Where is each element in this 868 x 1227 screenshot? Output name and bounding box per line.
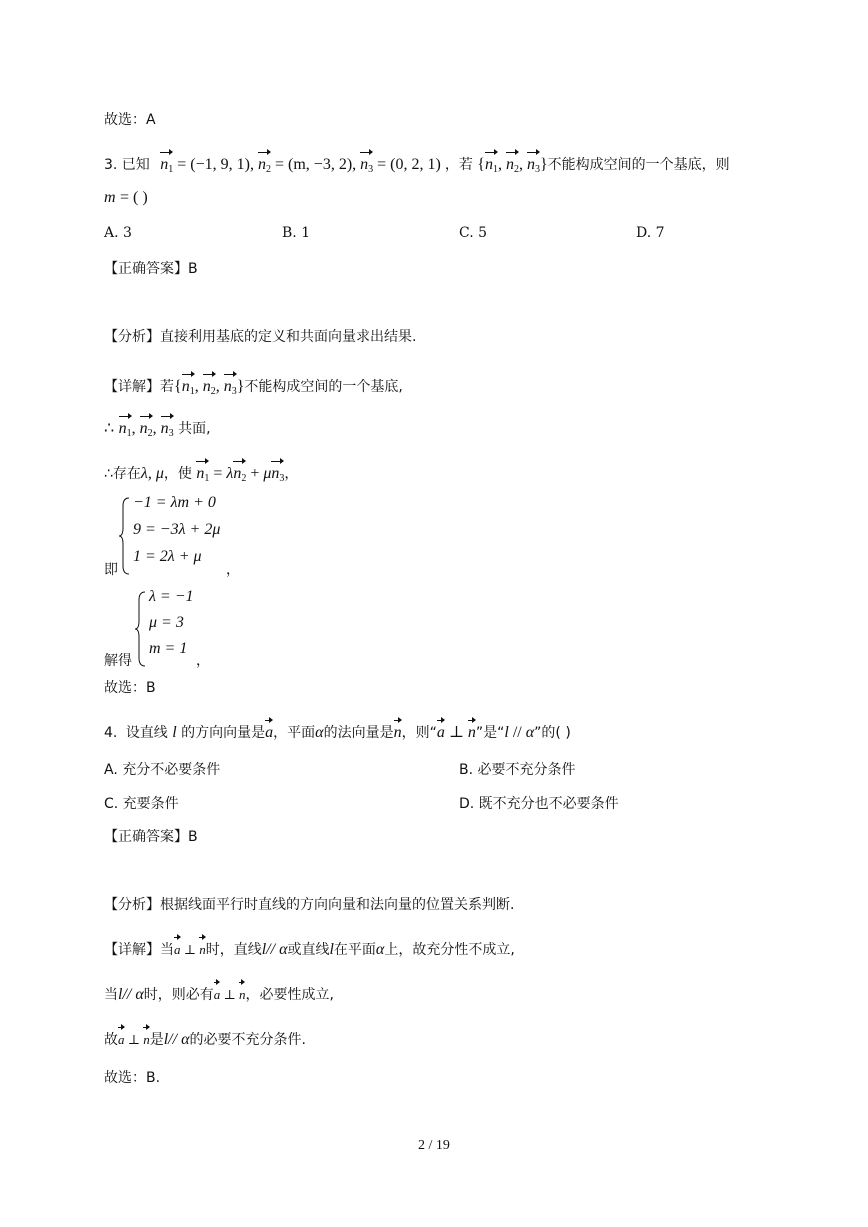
q4-text5: ，则“	[401, 725, 437, 741]
left-brace-icon	[135, 590, 147, 668]
system1-eq2: 9 = −3λ + 2μ	[133, 521, 221, 538]
question-4-stem: 4. 设直线 l 的方向向量是a，平面α的法向量是n，则“a ⊥ n”是“l // α”的( )	[104, 724, 571, 741]
q4-option-d: D. 既不充分也不必要条件	[459, 796, 619, 812]
system2-eq1: λ = −1	[149, 588, 194, 605]
q4-option-b: B. 必要不充分条件	[459, 762, 576, 778]
q4-detail-line2: 当l// α时，则必有a ⊥ n，必要性成立,	[104, 986, 334, 1003]
n2-value: (m, −3, 2)	[288, 156, 353, 173]
n3-value: (0, 2, 1)	[390, 156, 441, 173]
q4-line-l: l	[172, 724, 177, 741]
q3-analysis: 【分析】直接利用基底的定义和共面向量求出结果.	[104, 329, 417, 345]
q3-lambda-mu: λ, μ	[140, 465, 164, 482]
q4-plane-alpha: α	[315, 724, 324, 741]
q4-perp-expr: a ⊥ n	[436, 724, 476, 741]
q3-vectors-list: $n_1$, $n_2$, $n_3$	[119, 420, 174, 437]
q3-detail-line3	[104, 464, 298, 489]
q4-d3-tail: 的必要不充分条件.	[189, 1032, 306, 1048]
q3-option-c: C. 5	[459, 225, 488, 241]
q3-jiede-label: 解得	[104, 653, 132, 669]
q4-d2-head: 当	[104, 987, 118, 1003]
question-3-stem	[104, 155, 730, 180]
q3-coplanar-text: 共面,	[178, 421, 211, 437]
q4-d1-or: 或直线	[287, 942, 330, 958]
q3-m-blank	[104, 188, 148, 208]
q3-such-that: ，使	[163, 466, 192, 482]
q4-d1-head: 【详解】当	[104, 942, 174, 958]
q4-final-choice: 故选：B.	[104, 1070, 161, 1086]
q3-correct-answer: 【正确答案】B	[104, 261, 198, 277]
therefore-symbol: ∴	[104, 420, 115, 437]
n1-value: (−1, 9, 1)	[190, 156, 250, 173]
q4-text3: ，平面	[273, 725, 316, 741]
q3-tail-text: 不能构成空间的一个基底，则	[547, 157, 730, 173]
q3-option-b: B. 1	[282, 225, 311, 241]
q3-detail-line1	[104, 377, 403, 402]
q4-option-a: A. 充分不必要条件	[104, 762, 221, 778]
q3-solution-comma: ，	[196, 653, 210, 669]
q3-m-var: m	[104, 189, 116, 206]
q4-text7: ”的( )	[534, 725, 571, 741]
q4-analysis: 【分析】根据线面平行时直线的方向向量和法向量的位置关系判断.	[104, 897, 515, 913]
q4-d1-tail: 在平面	[333, 942, 376, 958]
q3-detail-tail: 不能构成空间的一个基底,	[244, 379, 403, 395]
system1-eq3: 1 = 2λ + μ	[133, 548, 202, 565]
q4-parallel-expr: l // α	[504, 724, 535, 741]
q3-number: 3. 已知	[104, 157, 150, 173]
prev-answer-choice: 故选：A	[104, 112, 156, 128]
q3-detail-line2	[104, 419, 211, 444]
q4-number: 4.	[104, 725, 118, 741]
q4-d2-tail: ，必要性成立,	[245, 987, 334, 1003]
q4-detail-line3: 故a ⊥ n是l// α的必要不充分条件.	[104, 1031, 306, 1048]
q3-option-d: D. 7	[636, 225, 665, 241]
q3-system-comma: ，	[226, 562, 240, 578]
q3-detail-head: 【详解】若	[104, 379, 174, 395]
q3-linear-combo: $n_1 = \lambda n_2 + \mu n_3$	[196, 465, 284, 482]
q4-d1-end: 上，故充分性不成立,	[384, 942, 515, 958]
system1-eq1: −1 = λm + 0	[133, 494, 216, 511]
q3-vector-equations: $n_1 = (-1$, 9, 1), $n_2 = (m$, −3, 2), $n_3 = (0$, 2, 1)	[160, 156, 445, 173]
q4-text2: 的方向向量是	[181, 725, 266, 741]
q3-paren: = ( )	[120, 189, 148, 206]
q3-basis-set: {$n_1$, $n_2$, $n_3$}	[477, 156, 547, 173]
q3-solution-system	[135, 588, 235, 668]
q4-text6: ”是“	[475, 725, 505, 741]
left-brace-icon	[119, 496, 131, 576]
q3-exists-text: ∴存在	[104, 466, 141, 482]
q4-d3-head: 故	[104, 1032, 118, 1048]
q4-text1: 设直线	[125, 725, 168, 741]
q4-option-c: C. 充要条件	[104, 796, 179, 812]
q4-d2-mid: 时，则必有	[143, 987, 214, 1003]
page-number: 2 / 19	[418, 1138, 450, 1153]
q3-if-text: ，若	[444, 157, 473, 173]
q4-d3-mid: 是	[149, 1032, 164, 1048]
system2-eq3: m = 1	[149, 640, 188, 657]
q4-text4: 的法向量是	[323, 725, 394, 741]
q4-correct-answer: 【正确答案】B	[104, 829, 198, 845]
q3-detail-basis: {$n_1$, $n_2$, $n_3$}	[174, 378, 244, 395]
q3-option-a: A. 3	[104, 225, 132, 241]
q3-ji-label: 即	[104, 562, 118, 578]
q4-detail-line1: 【详解】当a ⊥ n时，直线l// α或直线l在平面α上，故充分性不成立,	[104, 941, 515, 958]
q4-d1-mid: 时，直线	[205, 942, 262, 958]
q3-comma: ，	[284, 466, 299, 482]
system2-eq2: μ = 3	[149, 614, 184, 631]
q3-final-choice: 故选：B	[104, 680, 156, 696]
